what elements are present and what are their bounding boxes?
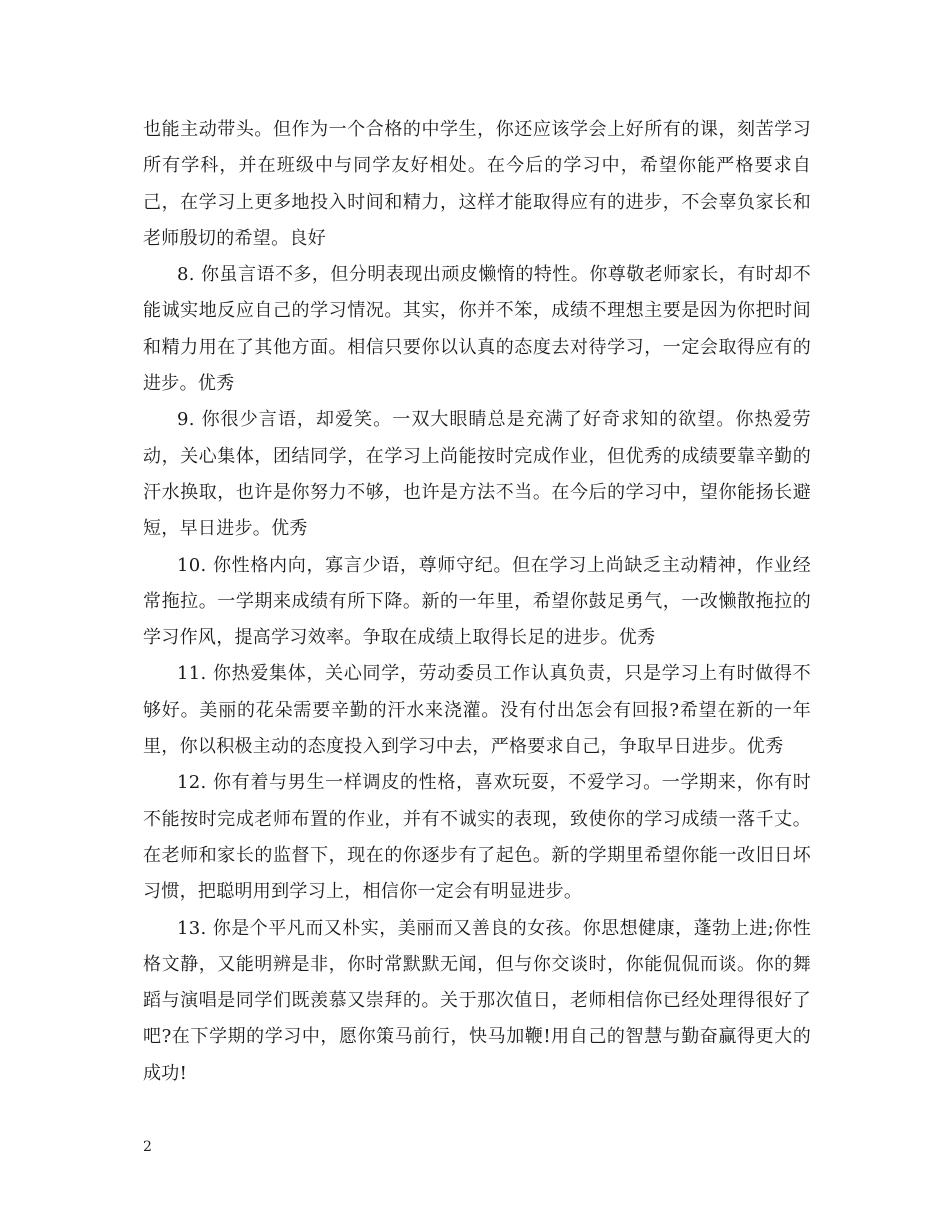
- paragraph-continuation: 也能主动带头。但作为一个合格的中学生，你还应该学会上好所有的课，刻苦学习所有学科，并在班级中与同学友好相处。在今后的学习中，希望你能严格要求自己，在学习上更多地投入时间和精力，这样才能取得应有的进步，不会辜负家长和老师殷切的希望。良好: [143, 119, 811, 249]
- paragraph-comment-8: 8. 你虽言语不多，但分明表现出顽皮懒惰的特性。你尊敬老师家长，有时却不能诚实地反应自己的学习情况。其实，你并不笨，成绩不理想主要是因为你把时间和精力用在了其他方面。相信只要你以认真的态度去对待学习，一定会取得应有的进步。优秀: [143, 264, 811, 395]
- paragraph-comment-11: 11. 你热爱集体，关心同学，劳动委员工作认真负责，只是学习上有时做得不够好。美丽的花朵需要辛勤的汗水来浇灌。没有付出怎会有回报?希望在新的一年里，你以积极主动的态度投入到学习中去，严格要求自己，争取早日进步。优秀: [143, 663, 811, 758]
- body-text: [143, 112, 811, 1092]
- paragraph-comment-13: 13. 你是个平凡而又朴实，美丽而又善良的女孩。你思想健康，蓬勃上进;你性格文静，又能明辨是非，你时常默默无闻，但与你交谈时，你能侃侃而谈。你的舞蹈与演唱是同学们既羡慕又崇拜的。关于那次值日，老师相信你已经处理得很好了吧?在下学期的学习中，愿你策马前行，快马加鞭!用自己的智慧与勤奋赢得更大的成功!: [143, 917, 811, 1084]
- paragraph-comment-10: 10. 你性格内向，寡言少语，尊师守纪。但在学习上尚缺乏主动精神，作业经常拖拉。一学期来成绩有所下降。新的一年里，希望你鼓足勇气，一改懒散拖拉的学习作风，提高学习效率。争取在成绩上取得长足的进步。优秀: [143, 554, 811, 649]
- page-number: 2: [143, 1139, 152, 1155]
- paragraph-comment-9: 9. 你很少言语，却爱笑。一双大眼睛总是充满了好奇求知的欲望。你热爱劳动，关心集体，团结同学，在学习上尚能按时完成作业，但优秀的成绩要靠辛勤的汗水换取，也许是你努力不够，也许是方法不当。在今后的学习中，望你能扬长避短，早日进步。优秀: [143, 409, 811, 540]
- paragraph-comment-12: 12. 你有着与男生一样调皮的性格，喜欢玩耍，不爱学习。一学期来，你有时不能按时完成老师布置的作业，并有不诚实的表现，致使你的学习成绩一落千丈。在老师和家长的监督下，现在的你逐步有了起色。新的学期里希望你能一改旧日坏习惯，把聪明用到学习上，相信你一定会有明显进步。: [143, 772, 811, 903]
